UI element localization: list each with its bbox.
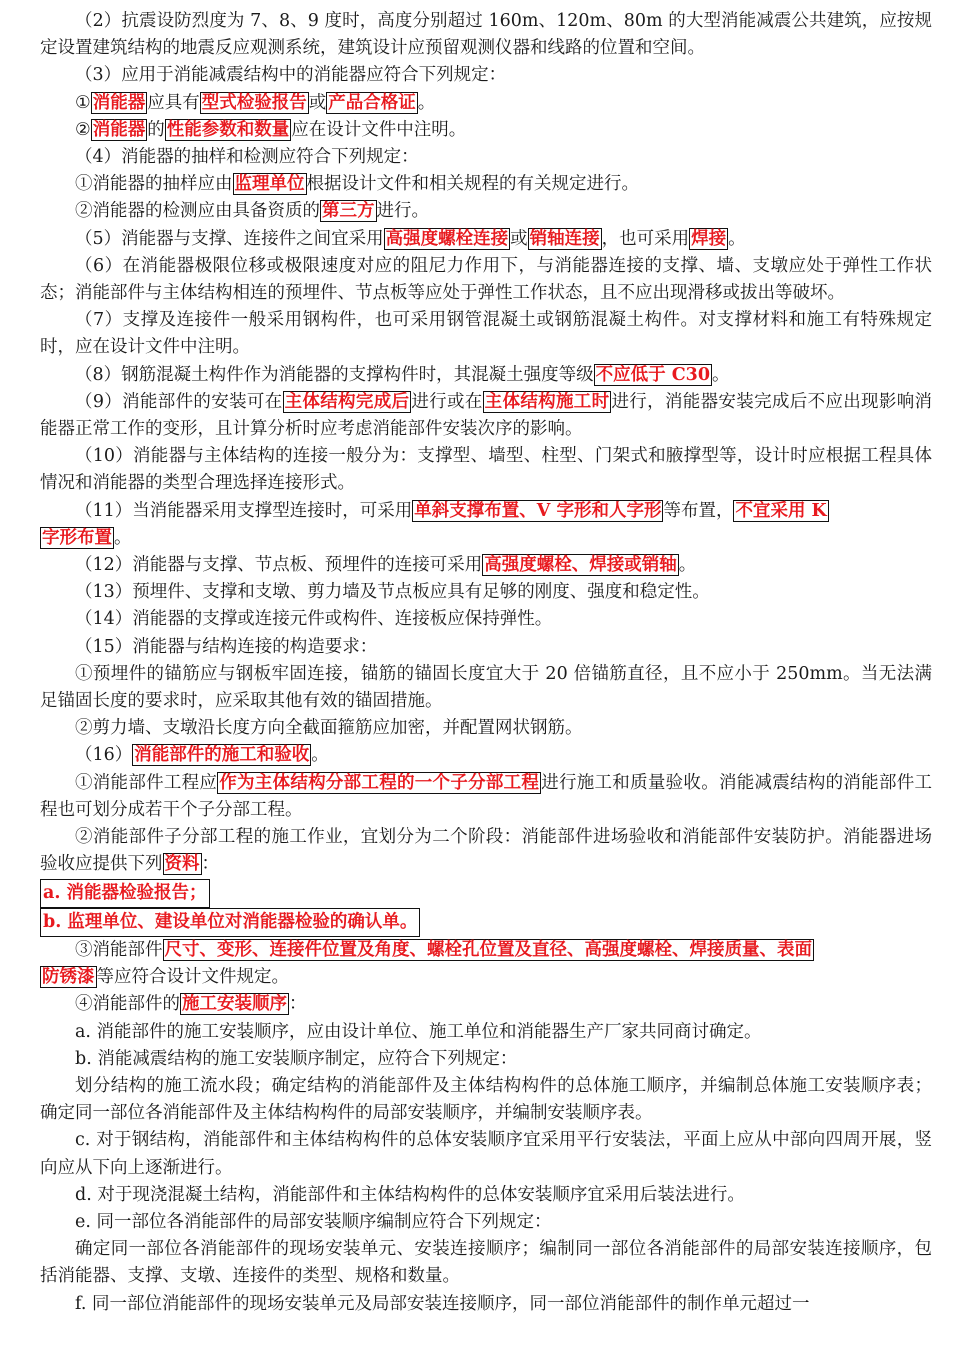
highlight: 不应低于 C30 [595,364,711,385]
highlight: 高强度螺栓连接 [385,228,509,249]
paragraph-7: （7）支撑及连接件一般采用钢构件，也可采用钢管混凝土或钢筋混凝土构件。对支撑材料和施工有特殊规定时，应在设计文件中注明。 [40,310,932,358]
highlight: 单斜支撑布置、V 字形和人字形 [414,500,662,521]
paragraph-2: （2）抗震设防烈度为 7、8、9 度时，高度分别超过 160m、120m、80m 的大型消能减震公共建筑，应按规定设置建筑结构的地震反应观测系统，建筑设计应预留观测仪器和线路的位置和空间。 [40,11,932,59]
paragraph-4-item-2: ②消能器的检测应由具备资质的 第三方 进行。 [75,201,429,222]
highlight: 第三方 [322,201,375,222]
highlight: a. 消能器检验报告； [40,879,210,908]
highlight: 消能器 [92,92,146,113]
sub-item-a: a. 消能部件的施工安装顺序，应由设计单位、施工单位和消能器生产厂家共同商讨确定。 [75,1021,762,1042]
highlight: 资料 [164,854,200,875]
paragraph-6: （6）在消能器极限位移或极限速度对应的阻尼力作用下，与消能器连接的支撑、墙、支墩应处于弹性工作状态；消能部件与主体结构相连的预埋件、节点板等应处于弹性工作状态，且不应出现滑移或拔出等破坏。 [40,255,932,304]
paragraph-16-item-3: ③消能部件 尺寸、变形、连接件位置及角度、螺栓孔位置及直径、高强度螺栓、焊接质量、表面 防锈漆 等应符合设计文件规定。 [42,939,812,988]
paragraph-16-item-2b [40,908,932,937]
paragraph-13: （13）预埋件、支撑和支墩、剪力墙及节点板应具有足够的刚度、强度和稳定性。 [75,582,710,603]
highlight: b. 监理单位、建设单位对消能器检验的确认单。 [40,908,420,937]
paragraph-10: （10）消能器与主体结构的连接一般分为：支撑型、墙型、柱型、门架式和腋撑型等，设计时应根据工程具体情况和消能器的类型合理选择连接形式。 [40,446,932,494]
paragraph-15-item-2: ②剪力墙、支墩沿长度方向全截面箍筋应加密，并配置网状钢筋。 [75,718,583,739]
highlight: 产品合格证 [328,92,416,113]
highlight: 防锈漆 [42,967,95,988]
paragraph-4: （4）消能器的抽样和检测应符合下列规定： [75,147,419,168]
paragraph-16: （16） 消能部件的施工和验收 。 [75,745,329,766]
paragraph-16-item-2: ②消能部件子分部工程的施工作业，宜划分为二个阶段：消能部件进场验收和消能部件安装防护。消能器进场验收应提供下列 资料 ： [40,827,932,875]
highlight: 尺寸、变形、连接件位置及角度、螺栓孔位置及直径、高强度螺栓、焊接质量、表面 [164,939,812,960]
paragraph-16-item-2a [40,879,932,908]
highlight: 不宜采用 K [735,500,827,521]
paragraph-15: （15）消能器与结构连接的构造要求： [75,636,378,657]
paragraph-16-item-1: ①消能部件工程应 作为主体结构分部工程的一个子分部工程 进行施工和质量验收。消能减震结构的消能部件工程也可划分成若干个子分部工程。 [40,772,933,820]
paragraph-11: （11）当消能器采用支撑型连接时，可采用 单斜支撑布置、V 字形和人字形 等布置， 不宜采用 K 字形布置 。 [42,500,827,548]
sub-item-f: f. 同一部位消能部件的现场安装单元及局部安装连接顺序，同一部位消能部件的制作单元超过一 [75,1293,810,1314]
sub-item-b: b. 消能减震结构的施工安装顺序制定，应符合下列规定： [75,1048,518,1069]
paragraph-5: （5）消能器与支撑、连接件之间宜采用 高强度螺栓连接 或 销轴连接 ，也可采用 焊接 。 [75,228,746,249]
paragraph-4-item-1: ①消能器的抽样应由 监理单位 根据设计文件和相关规程的有关规定进行。 [75,174,639,195]
highlight: 销轴连接 [529,228,600,249]
highlight: 消能部件的施工和验收 [134,745,310,766]
sub-item-c: c. 对于钢结构，消能部件和主体结构构件的总体安装顺序宜采用平行安装法，平面上应从中部向四周开展，竖向应从下向上逐渐进行。 [40,1130,932,1178]
sub-item-e-text: 确定同一部位各消能部件的现场安装单元、安装连接顺序；编制同一部位各消能部件的局部安装连接顺序，包括消能器、支撑、支墩、连接件的类型、规格和数量。 [40,1239,932,1287]
paragraph-14: （14）消能器的支撑或连接元件或构件、连接板应保持弹性。 [75,609,553,630]
sub-item-d: d. 对于现浇混凝土结构，消能部件和主体结构构件的总体安装顺序宜采用后装法进行。 [75,1184,745,1205]
paragraph-3: （3）应用于消能减震结构中的消能器应符合下列规定： [75,65,507,86]
paragraph-12: （12）消能器与支撑、节点板、预埋件的连接可采用 高强度螺栓、焊接或销轴 。 [75,555,697,576]
sub-item-b-text: 划分结构的施工流水段；确定结构的消能部件及主体结构构件的总体施工顺序，并编制总体施工安装顺序表；确定同一部位各消能部件及主体结构构件的局部安装顺序，并编制安装顺序表。 [40,1075,932,1124]
highlight: 字形布置 [42,527,112,548]
highlight: 型式检验报告 [201,92,307,113]
highlight: 高强度螺栓、焊接或销轴 [484,555,677,576]
sub-item-e: e. 同一部位各消能部件的局部安装顺序编制应符合下列规定： [75,1211,552,1232]
paragraph-8: （8）钢筋混凝土构件作为消能器的支撑构件时，其混凝土强度等级 不应低于 C30 。 [75,364,730,385]
highlight: 施工安装顺序 [182,994,287,1015]
highlight: 消能器 [92,119,146,140]
highlight: 监理单位 [234,174,305,195]
highlight: 主体结构施工时 [484,391,610,412]
highlight: 焊接 [691,228,727,249]
paragraph-3-item-1: ① 消能器 应具有 型式检验报告 或 产品合格证 。 [75,92,436,113]
paragraph-9: （9）消能部件的安装可在 主体结构完成后 进行或在 主体结构施工时 进行，消能器安装完成后不应出现影响消能器正常工作的变形，且计算分析时应考虑消能部件安装次序的影响。 [40,391,933,440]
highlight: 主体结构完成后 [284,391,410,412]
highlight: 性能参数和数量 [166,119,290,140]
paragraph-15-item-1: ①预埋件的锚筋应与钢板牢固连接，锚筋的锚固长度宜大于 20 倍锚筋直径，且不应小于 250mm。当无法满足锚固长度的要求时，应采取其他有效的锚固措施。 [40,663,932,712]
highlight: 作为主体结构分部工程的一个子分部工程 [219,772,540,793]
paragraph-3-item-2: ② 消能器 的 性能参数和数量 应在设计文件中注明。 [75,119,467,140]
paragraph-16-item-4: ④消能部件的 施工安装顺序 ： [75,994,307,1015]
